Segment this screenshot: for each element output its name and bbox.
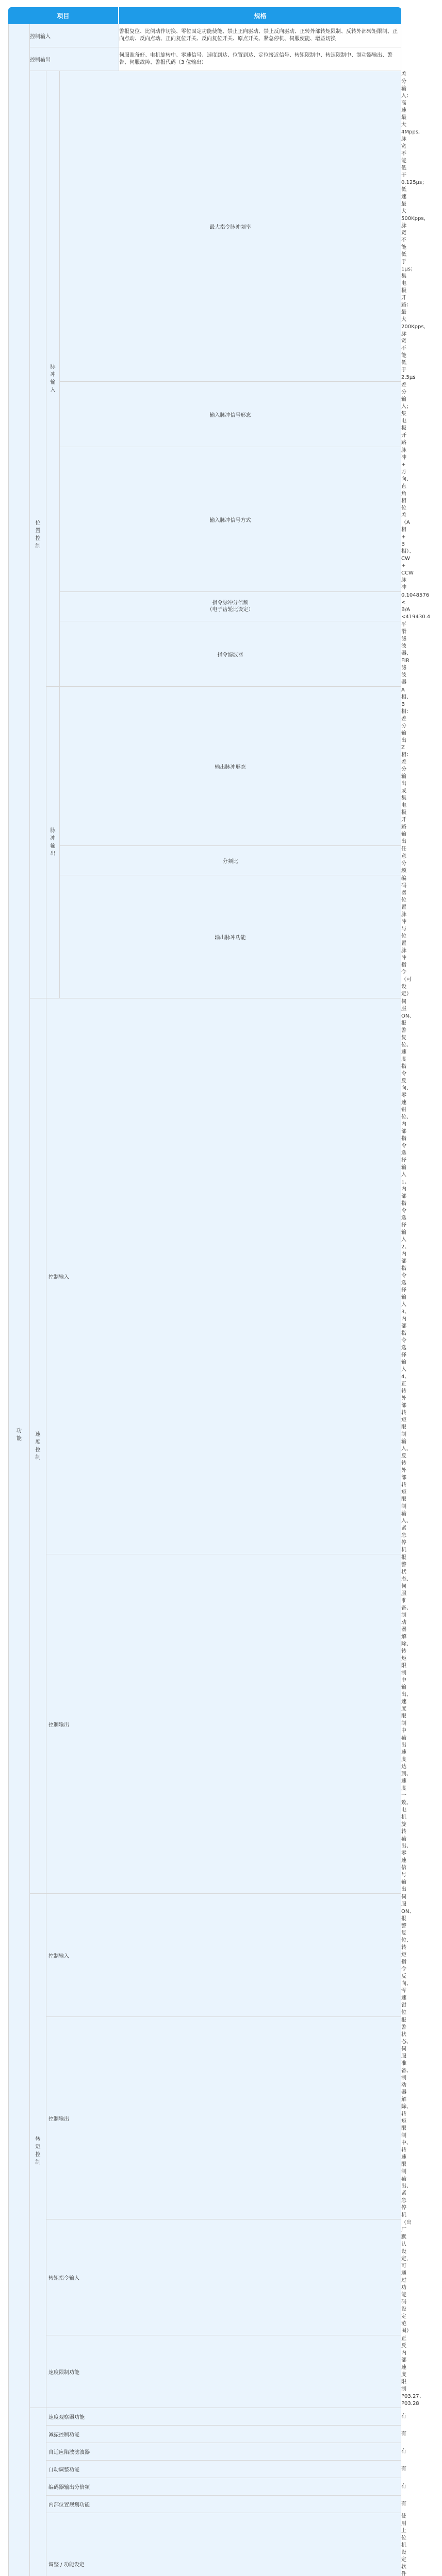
row-label: 速度限制功能 [46,2335,401,2408]
table-row: 转矩指令输入 （出厂默认设定，可通过功能码设定范围） [8,2219,401,2335]
row-label: 控制输入 [30,24,119,47]
group-torque-control: 转矩控制 [30,1894,46,2408]
table-row: 减振控制功能 有 [8,2426,401,2443]
table-row: 位置控制 脉冲输入 最大指令脉冲频率 差分输入：高速最大 4Mpps, 脉宽不能低于 0.125μs；低速最大 500Kpps，脉宽不能低于 1μs；集电极开路：最大 200Kpps，脉宽不能低于 2.5μs [8,71,401,382]
table-row: 脉冲输出 输出脉冲形态 A 相、B 相：差分输出 Z 相：差分输出或集电极开路输出 [8,687,401,846]
row-label: 控制输出 [46,2017,401,2219]
row-label: 减振控制功能 [46,2426,401,2443]
group-function: 功能 [8,24,30,2576]
group-pulse-input: 脉冲输入 [46,71,60,687]
table-row: 速度观察器功能 有 [8,2408,401,2426]
row-label: 输入脉冲信号方式 [60,447,401,592]
row-label: 输出脉冲形态 [60,687,401,846]
table-row: 编码器输出分倍频 有 [8,2478,401,2496]
row-label: 内部位置规划功能 [46,2496,401,2513]
group-common [30,2408,46,2576]
row-label: 输入脉冲信号形态 [60,382,401,447]
group-position-control: 位置控制 [30,71,46,998]
table-row: 输入脉冲信号方式 脉冲 + 方向、直角相位差（A 相 + B 相）、CW + CCW 脉冲 [8,447,401,592]
row-label: 控制输入 [46,1894,401,2017]
row-spec: 警报复位、比例动作切换、零位固定功能使能、禁止正向驱动、禁止反向驱动、正转外部转矩限制、反转外部转矩限制、正向点动、反向点动、正向复位开关、反向复位开关、原点开关、紧急停机、伺服使能、增益切换 [119,24,401,47]
row-label: 自适应陷波滤波器 [46,2443,401,2461]
row-label: 自动调整功能 [46,2461,401,2478]
row-label: 转矩指令输入 [46,2219,401,2335]
row-label: 控制输出 [46,1554,401,1894]
table-row: 速度限制功能 正反内部速度限制 P03.27、P03.28 [8,2335,401,2408]
row-label: 速度观察器功能 [46,2408,401,2426]
table-row: 指令滤波器 平滑滤波器、FIR 滤波器 [8,621,401,687]
table-row [8,24,401,47]
table-row: 控制输出 报警状态、伺服准备、制动器解除、转矩限制中输出、速度限制中输出速度达到、速度一致、电机旋转输出、零速信号输出 [8,1554,401,1894]
table-row: 自适应陷波滤波器 有 [8,2443,401,2461]
row-label: 编码器输出分倍频 [46,2478,401,2496]
row-label: 控制输入 [46,998,401,1554]
table-header-row [8,7,401,24]
header-spec: 规格 [119,7,401,24]
row-label: 指令脉冲分倍频 （电子齿轮比设定） [60,592,401,621]
header-item: 项目 [8,7,119,24]
table-row: 内部位置规划功能 有 [8,2496,401,2513]
row-label: 最大指令脉冲频率 [60,71,401,382]
row-label: 指令滤波器 [60,621,401,687]
row-spec: 伺服准备好、电机旋转中、零速信号、速度到达、位置到达、定位接近信号、转矩限制中、转速限制中、制动器输出、警告、伺服故障、警报代码（3 位输出） [119,47,401,71]
table-row: 指令脉冲分倍频 （电子齿轮比设定） 0.1048576 < B/A <419430.4 [8,592,401,621]
table-row: 输入脉冲信号形态 差分输入；集电极开路 [8,382,401,447]
row-label: 控制输出 [30,47,119,71]
group-speed-control: 速度控制 [30,998,46,1894]
table-row [8,47,401,71]
table-row: 转矩控制 控制输入 伺服 ON、报警复位、转矩指令反向、零速钳位 [8,1894,401,2017]
group-pulse-output: 脉冲输出 [46,687,60,998]
table-row: 速度控制 控制输入 伺服 ON、报警复位、速度指令反向、零速钳位、内部指令选择输入 1、内部指令选择输入 2、内部指令选择输入 3、内部指令选择输入 4、正转外部转矩限制输入、反转外部转矩限制输入、紧急停机 [8,998,401,1554]
row-label: 调整 / 功能设定 [46,2513,401,2576]
row-label: 输出脉冲功能 [60,875,401,998]
table-row: 调整 / 功能设定 使用上位机 设定软件 [8,2513,401,2576]
table-row: 自动调整功能 有 [8,2461,401,2478]
table-row: 输出脉冲功能 编码器位置脉冲与位置脉冲指令（可设定） [8,875,401,998]
spec-table [8,7,431,2576]
table-row: 分频比 任意分频 [8,846,401,875]
row-label: 分频比 [60,846,401,875]
table-row: 控制输出 报警状态、伺服准备、制动器解除、转矩限制中、转速限制输出、紧急停机 [8,2017,401,2219]
